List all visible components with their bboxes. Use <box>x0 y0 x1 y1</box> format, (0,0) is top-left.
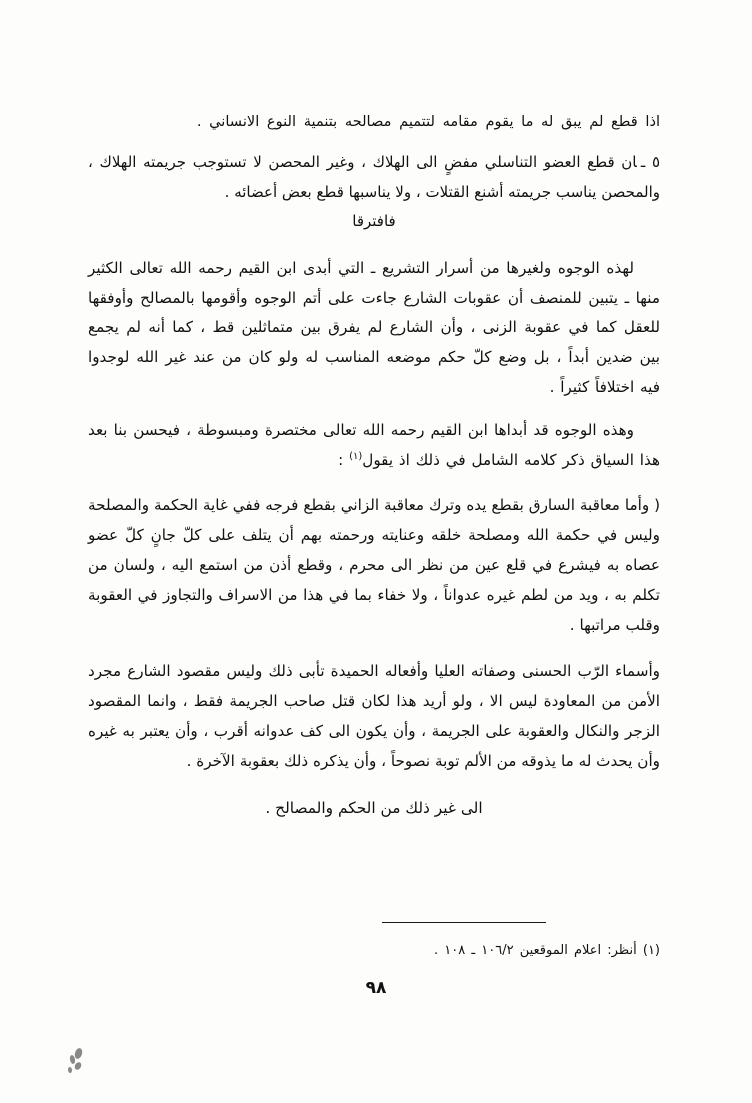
paragraph-top: اذا قطع لم يبق له ما يقوم مقامه لتتميم مصالحه بتنمية النوع الانساني . <box>196 113 660 130</box>
paragraph-ibn-qayyim <box>88 416 660 475</box>
footnote-marker: (١) <box>642 943 660 958</box>
numbered-item-marker: ٥ ـ <box>640 153 660 172</box>
footnote-reference: (١) <box>349 450 363 462</box>
numbered-item-5 <box>88 148 660 236</box>
page-number: ٩٨ <box>365 978 387 998</box>
footnote-text: أنظر: اعلام الموقعين ١٠٦/٢ ـ ١٠٨ . <box>433 943 637 958</box>
quote-paragraph-2: وأسماء الرّب الحسنى وصفاته العليا وأفعاله الحميدة تأبى ذلك وليس مقصود الشارع مجرد الأمن من المعاودة ليس الا ، ولو أريد هذا لكان قتل صاحب الجريمة فقط ، وانما المقصود الزجر والنكال والعقوبة على الجريمة ، وأن يكون الى كف عدوانه أقرب ، وأن يعتبر به غيره وأن يحدث له ما يذوقه من الألم توبة نصوحاً ، وأن يذكره ذلك بعقوبة الآخرة . <box>88 662 660 771</box>
paragraph-ibn-qayyim-text: وهذه الوجوه قد أبداها ابن القيم رحمه الله تعالى مختصرة ومبسوطة ، فيحسن بنا بعد هذا السياق ذكر كلامه الشامل في ذلك اذ يقول <box>88 421 660 470</box>
numbered-item-tail: فافترقا <box>352 211 396 230</box>
quote-paragraph-1: ( وأما معاقبة السارق بقطع يده وترك معاقبة الزاني بقطع فرجه ففي غاية الحكمة والمصلحة وليس في حكمة الله ومصلحة خلقه وعنايته ورحمته بهم أن يتلف على كلّ جانٍ كلّ عضو عصاه به فيشرع في قلع عين من نظر الى محرم ، وقطع أذن من استمع اليه ، ولسان من تكلم به ، ويد من لطم غيره عدواناً ، ولا خفاء بما في هذا من الاسراف والتجاوز في العقوبة وقلب مراتبها . <box>88 495 660 635</box>
paragraph-ibn-qayyim-colon: : <box>338 451 350 470</box>
numbered-item-text: ان قطع العضو التناسلي مفضٍ الى الهلاك ، وغير المحصن لا تستوجب جريمته الهلاك ، والمحصن يناسب جريمته أشنع القتلات ، ولا يناسبها قطع بعض أعضائه . <box>88 153 660 201</box>
footnote <box>88 940 660 962</box>
page-content <box>88 108 660 823</box>
ink-smudge-mark <box>60 1046 84 1076</box>
closing-line: الى غير ذلك من الحكم والمصالح . <box>265 798 483 817</box>
footnote-separator <box>382 922 546 923</box>
paragraph-reasons: لهذه الوجوه ولغيرها من أسرار التشريع ـ التي أبدى ابن القيم رحمه الله تعالى الكثير منها ـ يتبين للمنصف أن عقوبات الشارع جاءت على أتم الوجوه وأقومها بالمصالح وأوفقها للعقل كما في عقوبة الزنى ، وأن الشارع لم يفرق بين متماثلين قط ، كما أنه لم يجمع بين ضدين أبداً ، بل وضع كلّ حكم موضعه المناسب له ولو كان من عند غير الله لوجدوا فيه اختلافاً كثيراً . <box>88 259 660 396</box>
